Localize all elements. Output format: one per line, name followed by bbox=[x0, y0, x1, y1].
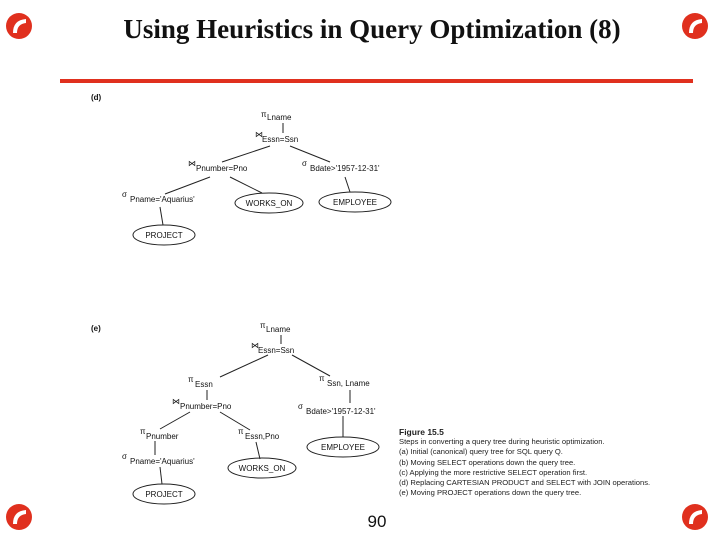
figure-title: Figure 15.5 bbox=[399, 427, 444, 437]
works-on-relation: WORKS_ON bbox=[238, 464, 286, 473]
figure-caption-line: (c) Applying the more restrictive SELECT operation first. bbox=[399, 467, 588, 477]
figure-caption-line: (b) Moving SELECT operations down the query tree. bbox=[399, 457, 576, 467]
join-essn-ssn-node: Essn=Ssn bbox=[262, 135, 299, 144]
project-essn-node: Essn bbox=[195, 380, 213, 389]
select-bdate-node: Bdate>'1957-12-31' bbox=[310, 164, 380, 173]
figure-caption-line: (e) Moving PROJECT operations down the query tree. bbox=[399, 488, 582, 498]
join-symbol: ⋈ bbox=[251, 341, 259, 350]
pi-symbol: π bbox=[238, 427, 244, 436]
employee-relation: EMPLOYEE bbox=[320, 443, 366, 452]
pi-symbol: π bbox=[261, 110, 267, 119]
project-relation: PROJECT bbox=[145, 490, 183, 499]
project-lname-node: Lname bbox=[266, 325, 291, 334]
slide-title: Using Heuristics in Query Optimization (8) bbox=[123, 14, 621, 44]
sigma-symbol: σ bbox=[302, 159, 307, 168]
pi-symbol: π bbox=[188, 375, 194, 384]
join-pnumber-pno-node: Pnumber=Pno bbox=[196, 164, 248, 173]
project-relation: PROJECT bbox=[145, 231, 183, 240]
project-ssn-lname-node: Ssn, Lname bbox=[327, 379, 370, 388]
figure-caption-line: Steps in converting a query tree during heuristic optimization. bbox=[399, 437, 605, 447]
works-on-relation: WORKS_ON bbox=[245, 199, 293, 208]
project-essn-pno-node: Essn,Pno bbox=[245, 432, 280, 441]
figure-caption-line: (d) Replacing CARTESIAN PRODUCT and SELECT with JOIN operations. bbox=[399, 478, 651, 488]
sigma-symbol: σ bbox=[298, 402, 303, 411]
select-pname-node: Pname='Aquarius' bbox=[130, 195, 195, 204]
join-essn-ssn-node: Essn=Ssn bbox=[258, 346, 295, 355]
sigma-symbol: σ bbox=[122, 190, 127, 199]
pi-symbol: π bbox=[140, 427, 146, 436]
figure-caption-line: (a) Initial (canonical) query tree for SQL query Q. bbox=[399, 447, 563, 457]
pi-symbol: π bbox=[260, 321, 266, 330]
tree-d-label: (d) bbox=[91, 93, 102, 102]
select-bdate-node: Bdate>'1957-12-31' bbox=[306, 407, 376, 416]
project-lname-node: Lname bbox=[267, 113, 292, 122]
join-symbol: ⋈ bbox=[172, 397, 180, 406]
join-symbol: ⋈ bbox=[188, 159, 196, 168]
employee-relation: EMPLOYEE bbox=[332, 198, 378, 207]
join-pnumber-pno-node: Pnumber=Pno bbox=[180, 402, 232, 411]
page-number: 90 bbox=[367, 512, 387, 531]
project-pnumber-node: Pnumber bbox=[146, 432, 179, 441]
tree-e-label: (e) bbox=[91, 324, 101, 333]
sigma-symbol: σ bbox=[122, 452, 127, 461]
figure-caption bbox=[399, 427, 650, 498]
select-pname-node: Pname='Aquarius' bbox=[130, 457, 195, 466]
pi-symbol: π bbox=[319, 374, 325, 383]
join-symbol: ⋈ bbox=[255, 130, 263, 139]
